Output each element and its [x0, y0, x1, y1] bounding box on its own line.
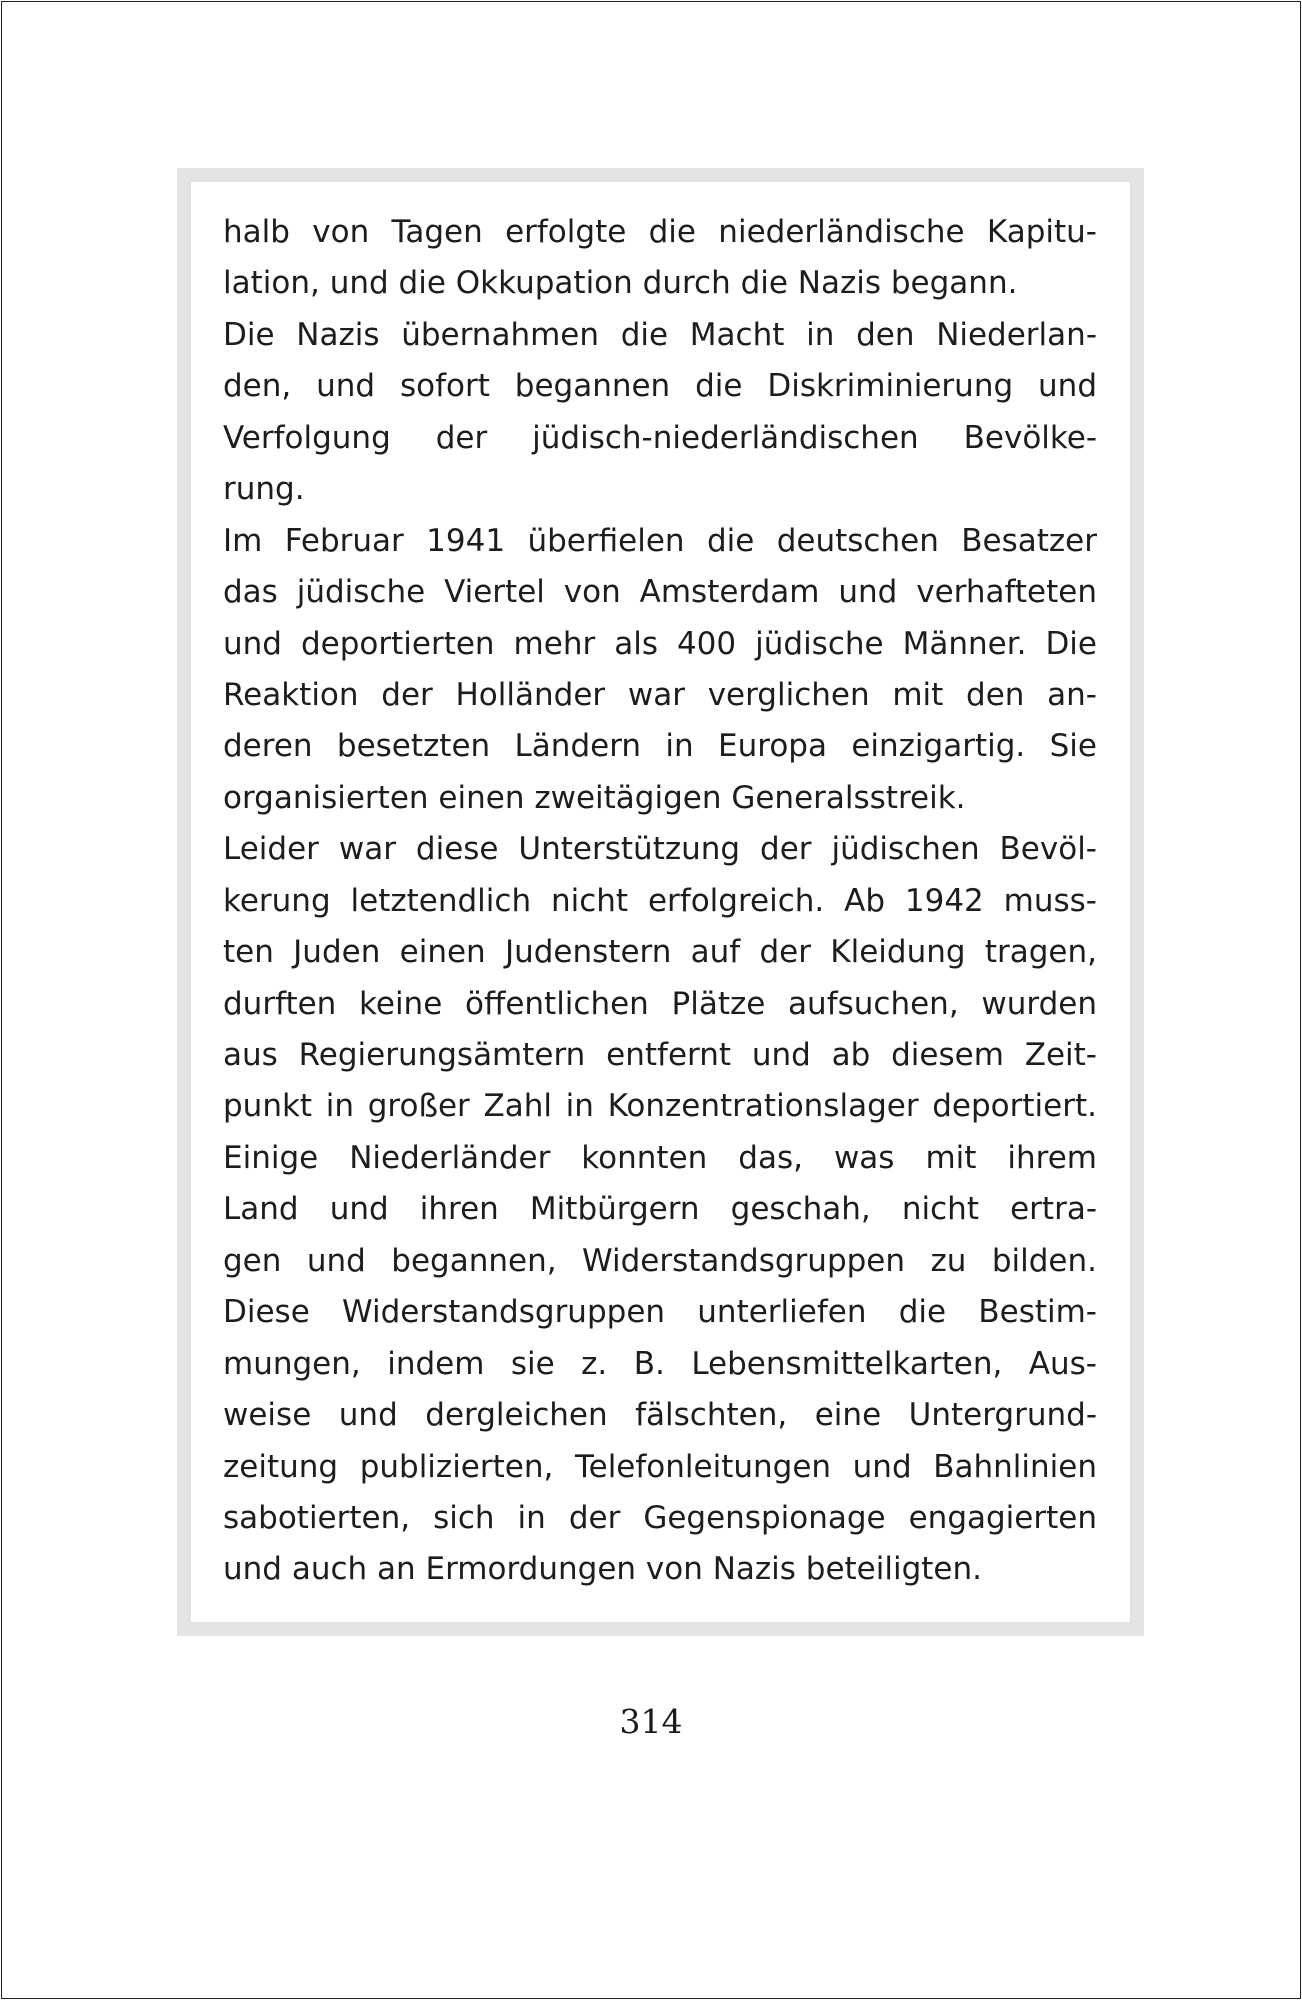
text-line: den, und sofort begannen die Diskriminierung und [223, 368, 1097, 405]
text-line: sabotierten, sich in der Gegenspionage engagierten [223, 1499, 1097, 1536]
text-line: halb von Tagen erfolgte die niederländische Kapitu- [223, 214, 1097, 250]
text-line: rung. [223, 471, 305, 508]
text-line: deren besetzten Ländern in Europa einzigartig. Sie [223, 728, 1097, 765]
text-line: das jüdische Viertel von Amsterdam und verhafteten [223, 574, 1097, 611]
text-line: und auch an Ermordungen von Nazis beteiligten. [223, 1551, 983, 1588]
text-line: weise und dergleichen fälschten, eine Untergrund- [223, 1397, 1097, 1434]
text-line: kerung letztendlich nicht erfolgreich. Ab 1942 muss- [223, 882, 1097, 919]
text-line: Reaktion der Holländer war verglichen mit den an- [223, 676, 1097, 713]
text-line: Leider war diese Unterstützung der jüdischen Bevöl- [223, 831, 1097, 868]
text-line: Land und ihren Mitbürgern geschah, nicht ertra- [223, 1191, 1097, 1228]
text-line: Diese Widerstandsgruppen unterliefen die Bestim- [223, 1294, 1097, 1331]
text-line: Im Februar 1941 überfielen die deutschen Besatzer [223, 522, 1097, 559]
text-line: organisierten einen zweitägigen Generalsstreik. [223, 779, 966, 816]
page-number: 314 [619, 1702, 683, 1741]
text-line: und deportierten mehr als 400 jüdische Männer. Die [223, 625, 1097, 662]
text-line: lation, und die Okkupation durch die Nazis begann. [223, 265, 1018, 302]
text-line: Verfolgung der jüdisch-niederländischen Bevölke- [223, 419, 1097, 456]
text-line: Die Nazis übernahmen die Macht in den Niederlan- [223, 316, 1097, 353]
text-line: punkt in großer Zahl in Konzentrationslager deportiert. [223, 1088, 1097, 1125]
text-line: Einige Niederländer konnten das, was mit ihrem [223, 1139, 1097, 1176]
text-line: zeitung publizierten, Telefonleitungen und Bahnlinien [223, 1448, 1097, 1485]
text-line: mungen, indem sie z. B. Lebensmittelkarten, Aus- [223, 1345, 1097, 1382]
text-line: ten Juden einen Judenstern auf der Kleidung tragen, [223, 934, 1097, 971]
body-text [223, 207, 1097, 1596]
text-line: aus Regierungsämtern entfernt und ab diesem Zeit- [223, 1037, 1097, 1073]
text-line: gen und begannen, Widerstandsgruppen zu bilden. [223, 1242, 1097, 1279]
text-line: durften keine öffentlichen Plätze aufsuchen, wurden [223, 985, 1097, 1022]
